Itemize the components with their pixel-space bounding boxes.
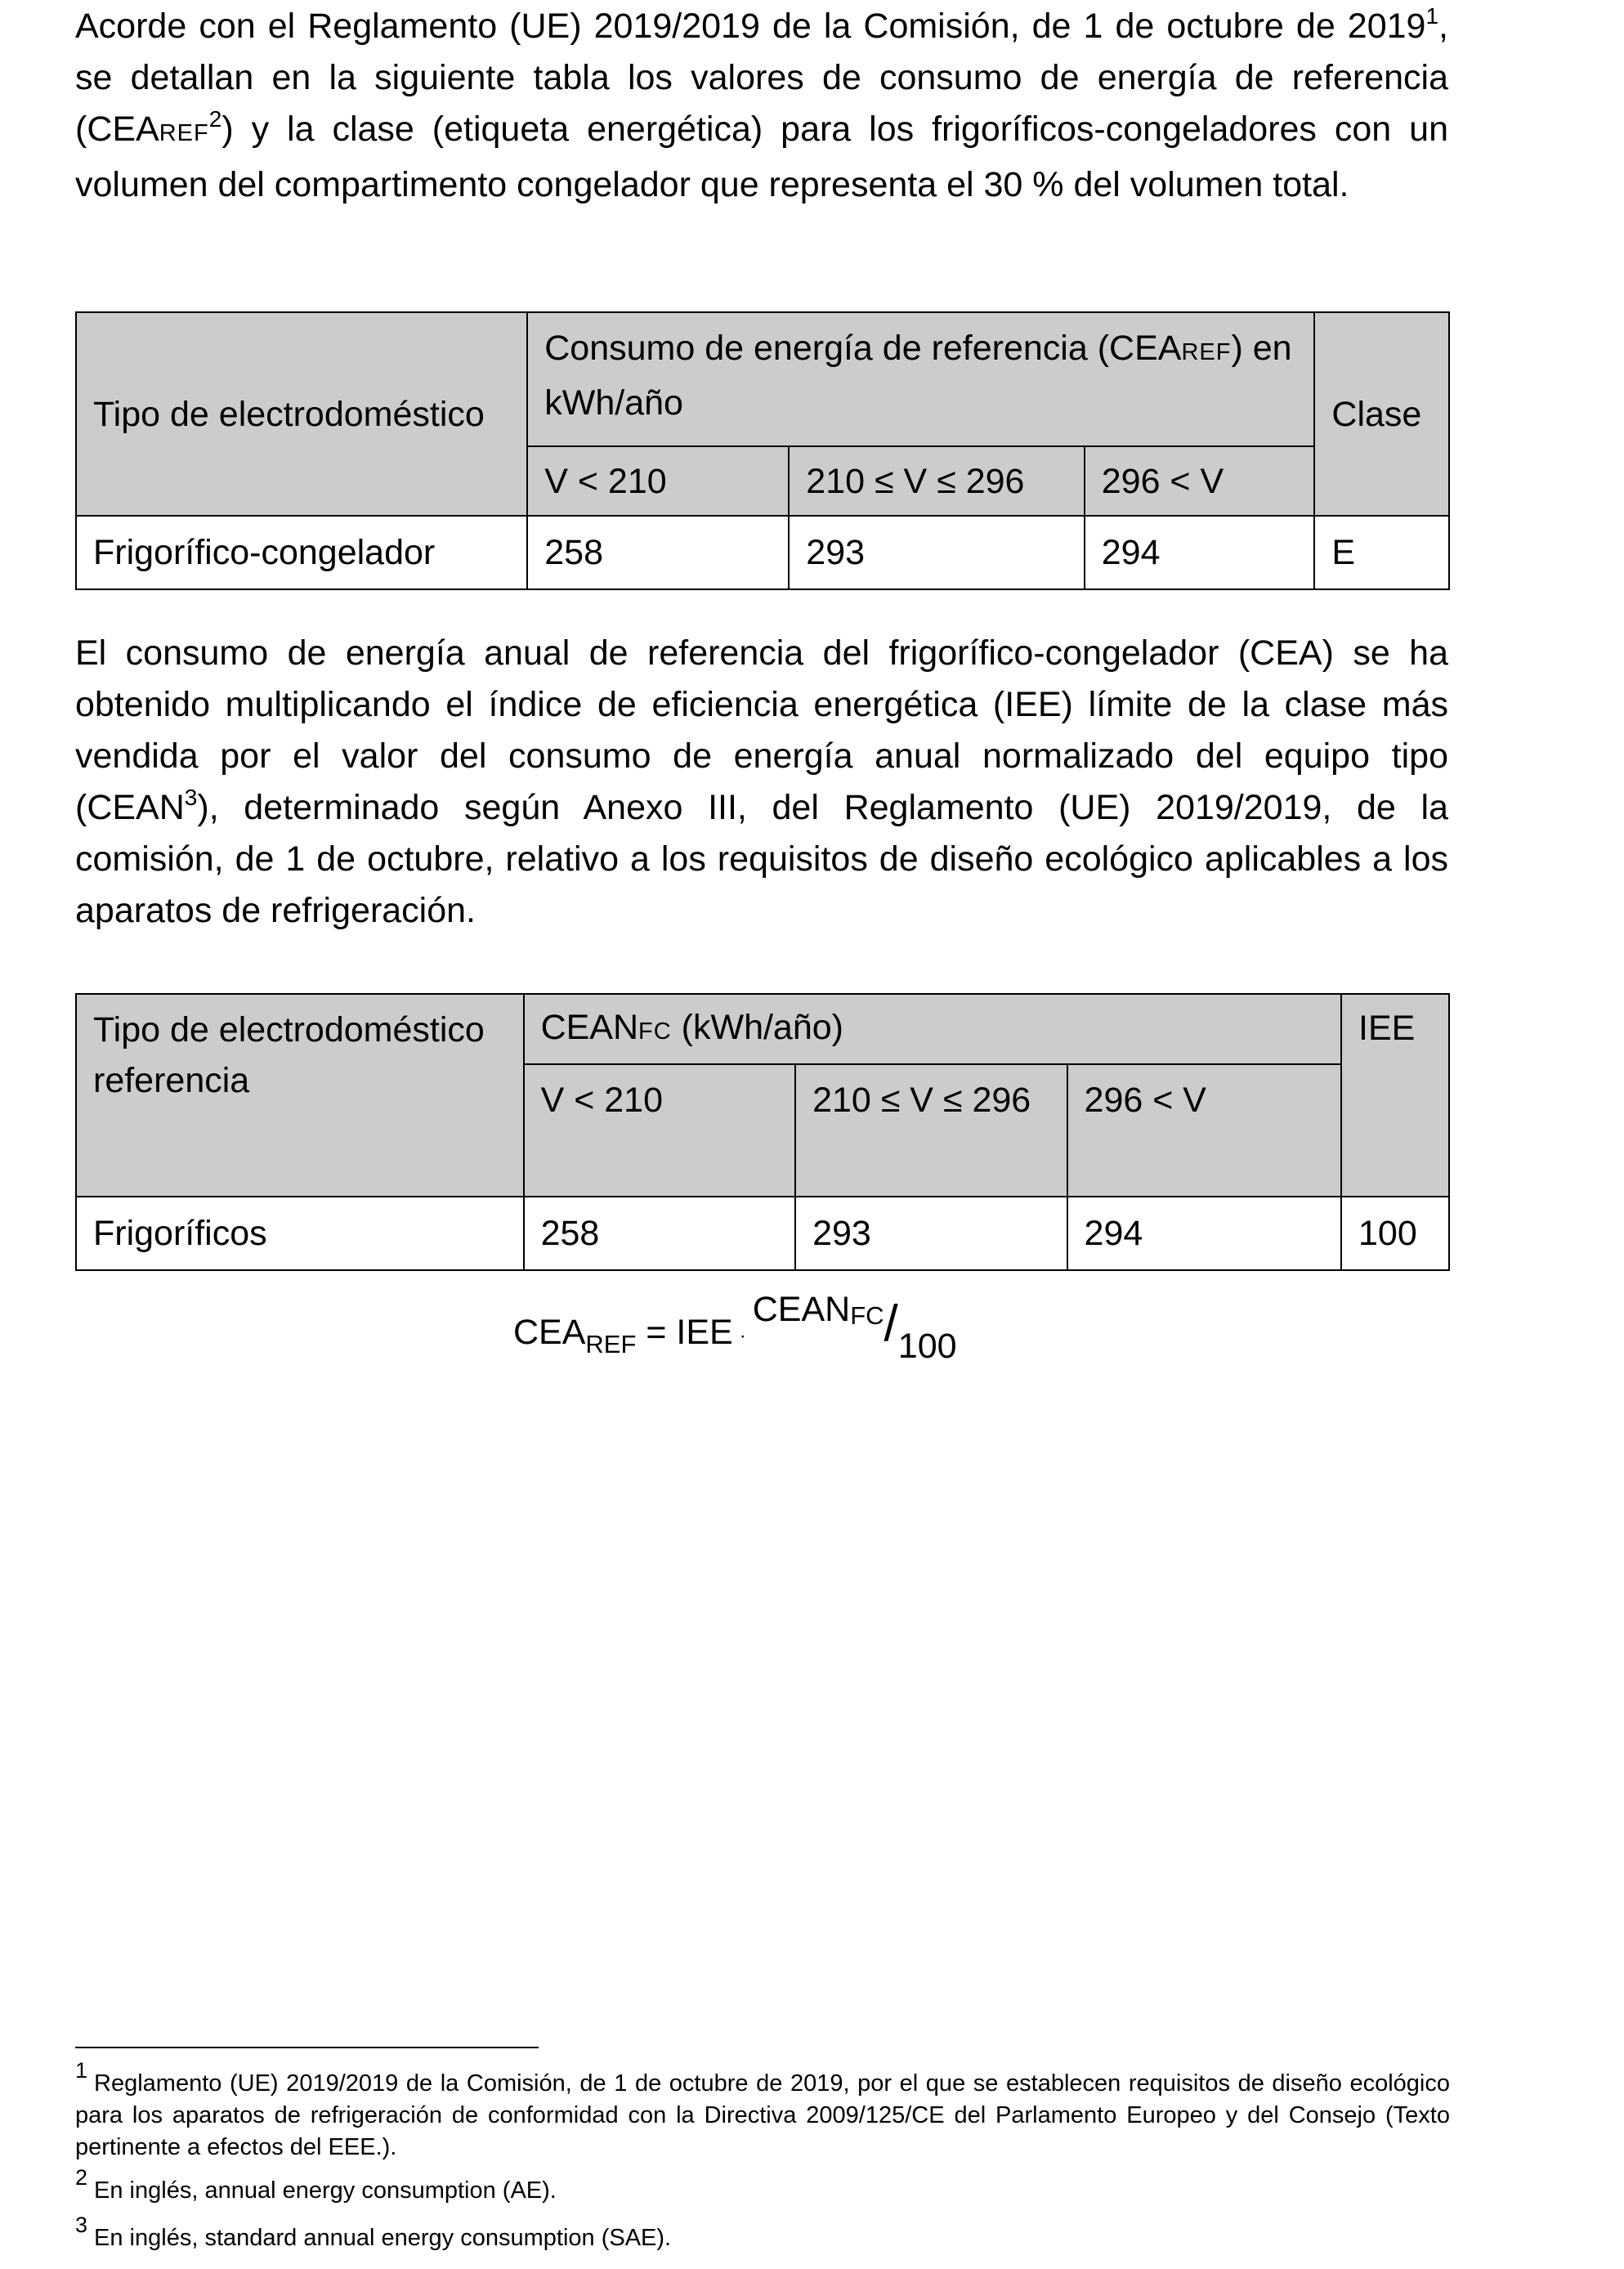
footnote-ref-3[interactable]: 3	[184, 785, 198, 810]
formula-denominator: 100	[897, 1327, 957, 1366]
row-value-3: 294	[1085, 516, 1315, 589]
intro-text-2: , se detallan en la siguiente tabla los valores de consumo de energía de referencia (CEA	[75, 7, 1448, 149]
reference-consumption-table	[75, 311, 1450, 590]
header-range-2: 210 ≤ V ≤ 296	[789, 446, 1084, 516]
header-cean-sub: FC	[638, 1018, 672, 1045]
header2-range-1: V < 210	[524, 1064, 795, 1197]
header-range-1: V < 210	[527, 446, 789, 516]
formula-dot: ·	[739, 1325, 746, 1347]
footnote-3-number: 3	[75, 2213, 88, 2237]
header-consumption-sub: REF	[1181, 339, 1232, 365]
footnote-1-text: Reglamento (UE) 2019/2019 de la Comisión, de 1 de octubre de 2019, por el que se establecen requisitos de diseño ecológico para los aparatos de refrigeración de conformidad con la Directiva 2009/125/CE del Parlamento Europeo y del Consejo (Texto pertinente a efectos del EEE.).	[75, 2070, 1450, 2160]
footnote-2	[75, 2165, 1450, 2207]
header-consumption-text-b: ) en kWh/año	[544, 329, 1292, 423]
formula-numerator	[753, 1290, 884, 1329]
row-value-1: 258	[527, 516, 789, 589]
method-text-2: ), determinado según Anexo III, del Reglamento (UE) 2019/2019, de la comisión, de 1 de octubre, relativo a los requisitos de diseño ecológico aplicables a los aparatos de refrigeración.	[75, 788, 1448, 930]
footnote-2-text: En inglés, annual energy consumption (AE).	[94, 2177, 557, 2204]
footnote-1	[75, 2058, 1450, 2164]
formula-lhs-sub: REF	[585, 1330, 637, 1358]
row2-iee: 100	[1341, 1197, 1449, 1270]
footnote-3-text: En inglés, standard annual energy consumption (SAE).	[94, 2225, 672, 2251]
header-cean-text-b: (kWh/año)	[671, 1007, 843, 1047]
header-cean	[524, 994, 1341, 1064]
formula-slash: /	[884, 1296, 898, 1352]
method-paragraph	[75, 628, 1448, 937]
formula-eq: = IEE	[646, 1313, 733, 1352]
header2-range-3: 296 < V	[1067, 1064, 1341, 1197]
header-cean-text-a: CEAN	[540, 1007, 639, 1047]
subscript-ref: REF	[159, 120, 209, 146]
intro-text-1: Acorde con el Reglamento (UE) 2019/2019 de la Comisión, de 1 de octubre de 2019	[75, 7, 1426, 46]
formula-num-sub: FC	[850, 1301, 884, 1330]
row2-value-1: 258	[524, 1197, 795, 1270]
footnote-2-number: 2	[75, 2165, 88, 2190]
formula	[513, 1290, 957, 1366]
header-consumption-text-a: Consumo de energía de referencia (CEA	[544, 329, 1182, 368]
header-class: Clase	[1314, 312, 1449, 516]
formula-lhs: CEA	[513, 1313, 586, 1352]
header-appliance-reference: Tipo de electrodoméstico referencia	[76, 994, 524, 1197]
header-appliance-type: Tipo de electrodoméstico	[76, 312, 527, 516]
footnote-1-number: 1	[75, 2058, 88, 2083]
header-range-3: 296 < V	[1085, 446, 1315, 516]
header-reference-consumption	[527, 312, 1314, 446]
footnote-3	[75, 2213, 1450, 2254]
header-iee: IEE	[1341, 994, 1449, 1197]
intro-paragraph	[75, 1, 1448, 211]
standard-consumption-table	[75, 993, 1450, 1271]
row2-appliance-type: Frigoríficos	[76, 1197, 524, 1270]
footnote-ref-1[interactable]: 1	[1425, 3, 1439, 29]
footnote-divider	[75, 2047, 539, 2048]
row-appliance-type: Frigorífico-congelador	[76, 516, 527, 589]
row-value-2: 293	[789, 516, 1084, 589]
intro-text-3: ) y la clase (etiqueta energética) para los frigoríficos-congeladores con un volumen del compartimento congelador que representa el 30 % del volumen total.	[75, 110, 1448, 204]
row2-value-3: 294	[1067, 1197, 1341, 1270]
formula-num-text: CEAN	[752, 1290, 851, 1329]
method-text-1: El consumo de energía anual de referencia del frigorífico-congelador (CEA) se ha obtenido multiplicando el índice de eficiencia energética (IEE) límite de la clase más vendida por el valor del consumo de energía anual normalizado del equipo tipo (CEAN	[75, 633, 1448, 827]
row2-value-2: 293	[795, 1197, 1067, 1270]
footnote-ref-2[interactable]: 2	[208, 106, 222, 132]
header2-range-2: 210 ≤ V ≤ 296	[795, 1064, 1067, 1197]
row-class: E	[1314, 516, 1449, 589]
